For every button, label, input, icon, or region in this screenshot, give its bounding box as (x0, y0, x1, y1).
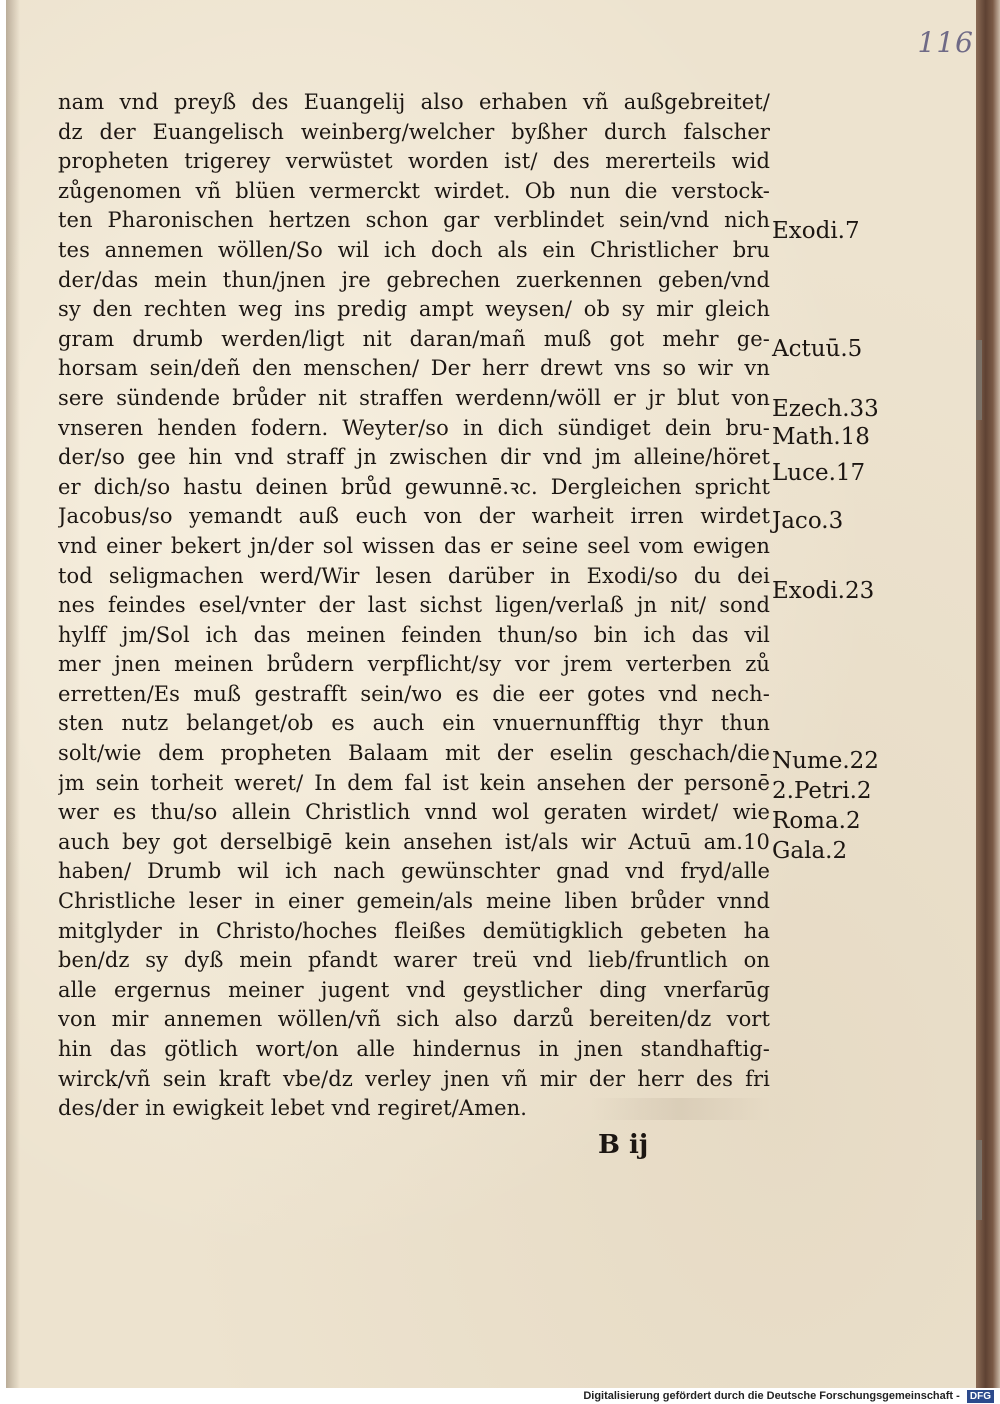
text-line: hylff jm/Sol ich das meinen feinden thun/so bin ich das vil (58, 622, 770, 647)
text-line: haben/ Drumb wil ich nach gewünschter gnad vnd fryd/alle (58, 859, 770, 884)
text-line: dz der Euangelisch weinberg/welcher byßher durch falscher (58, 119, 770, 144)
margin-reference: Gala.2 (772, 838, 848, 864)
text-line: erretten/Es muß gestrafft sein/wo es die eer gotes vnd nech- (58, 681, 770, 706)
text-line: propheten trigerey verwüstet worden ist/ des mererteils wid (58, 149, 770, 174)
text-line: auch bey got derselbigē kein ansehen ist/als wir Actuū am.10 (58, 829, 770, 854)
text-line: horsam sein/deñ den menschen/ Der herr drewt vns so wir vn (58, 356, 770, 381)
signature-mark: B ij (598, 1130, 649, 1160)
text-line: nam vnd preyß des Euangelij also erhaben vñ außgebreitet/ (58, 90, 770, 114)
text-line: ten Pharonischen hertzen schon gar verblindet sein/vnd nich (58, 208, 770, 233)
text-line: wirck/vñ sein kraft vbe/dz verley jnen vñ mir der herr des fri (58, 1066, 770, 1091)
dfg-logo: DFG (967, 1390, 994, 1403)
text-line: vnd einer bekert jn/der sol wissen das er seine seel vom ewigen (58, 533, 770, 558)
margin-reference: Actuū.5 (772, 336, 863, 362)
text-line: vnseren henden fodern. Weyter/so in dich sündiget dein bru- (58, 415, 770, 440)
text-line: ben/dz sy dyß mein pfandt warer treü vnd lieb/fruntlich on (58, 948, 770, 973)
text-line: von mir annemen wöllen/vñ sich also darzů bereiten/dz vort (58, 1007, 770, 1032)
margin-reference: Math.18 (772, 424, 870, 450)
margin-reference: Luce.17 (772, 460, 866, 486)
text-line: zůgenomen vñ blüen vermerckt wirdet. Ob nun die verstock- (58, 178, 770, 203)
text-line: mer jnen meinen brůdern verpflicht/sy vor jrem verterben zů (58, 652, 770, 677)
text-line: sy den rechten weg ins predig ampt weysen/ ob sy mir gleich (58, 297, 770, 322)
margin-reference: Ezech.33 (772, 396, 879, 422)
page-edge-shadow (6, 0, 20, 1388)
text-line: gram drumb werden/ligt nit daran/mañ muß got mehr ge- (58, 326, 770, 351)
text-line: sere sündende brůder nit straffen werdenn/wöll er jr blut von (58, 385, 770, 410)
digitization-credit (583, 1388, 994, 1404)
book-binding-edge (976, 0, 1000, 1388)
margin-reference: Exodi.23 (772, 578, 875, 604)
credit-text: Digitalisierung gefördert durch die Deutsche Forschungsgemeinschaft - (583, 1390, 960, 1402)
text-line: der/das mein thun/jnen jre gebrechen zuerkennen geben/vnd (58, 267, 770, 292)
text-line: Jacobus/so yemandt auß euch von der warheit irren wirdet (58, 504, 770, 529)
text-line: jm sein torheit weret/ In dem fal ist kein ansehen der personē (58, 770, 770, 795)
text-line: des/der in ewigkeit lebet vnd regiret/Amen. (58, 1096, 528, 1121)
text-line: solt/wie dem propheten Balaam mit der eselin geschach/die (58, 741, 770, 766)
binding-mark (976, 1140, 982, 1220)
text-line: tes annemen wöllen/So wil ich doch als ein Christlicher bru (58, 237, 770, 262)
text-line: sten nutz belanget/ob es auch ein vnuernunfftig thyr thun (58, 711, 770, 736)
margin-reference: Jaco.3 (772, 508, 844, 534)
text-line: Christliche leser in einer gemein/als meine liben brůder vnnd (58, 889, 770, 914)
text-line: wer es thu/so allein Christlich vnnd wol geraten wirdet/ wie (58, 800, 770, 825)
binding-mark (976, 340, 982, 420)
show-through-ink (590, 1098, 770, 1120)
text-line: hin das götlich wort/on alle hindernus in jnen standhaftig- (58, 1037, 770, 1061)
margin-reference: Nume.22 (772, 748, 879, 774)
text-line: nes feindes esel/vnter der last sichst ligen/verlaß jn nit/ sond (58, 593, 770, 618)
text-line: der/so gee hin vnd straff jn zwischen dir vnd jm alleine/höret (58, 445, 770, 470)
text-line: mitglyder in Christo/hoches fleißes demütigklich gebeten ha (58, 918, 770, 943)
text-line: alle ergernus meiner jugent vnd geystlicher ding vnerfarūg (58, 977, 770, 1002)
margin-reference: Exodi.7 (772, 218, 860, 244)
main-text-block (58, 88, 770, 1124)
text-line: tod seligmachen werd/Wir lesen darüber in Exodi/so du dei (58, 563, 770, 588)
folio-number: 116 (917, 26, 974, 59)
text-line: er dich/so hastu deinen brůd gewunnē.ꝛc. Dergleichen spricht (58, 474, 770, 499)
margin-reference: Roma.2 (772, 808, 861, 834)
margin-reference: 2.Petri.2 (772, 778, 872, 804)
